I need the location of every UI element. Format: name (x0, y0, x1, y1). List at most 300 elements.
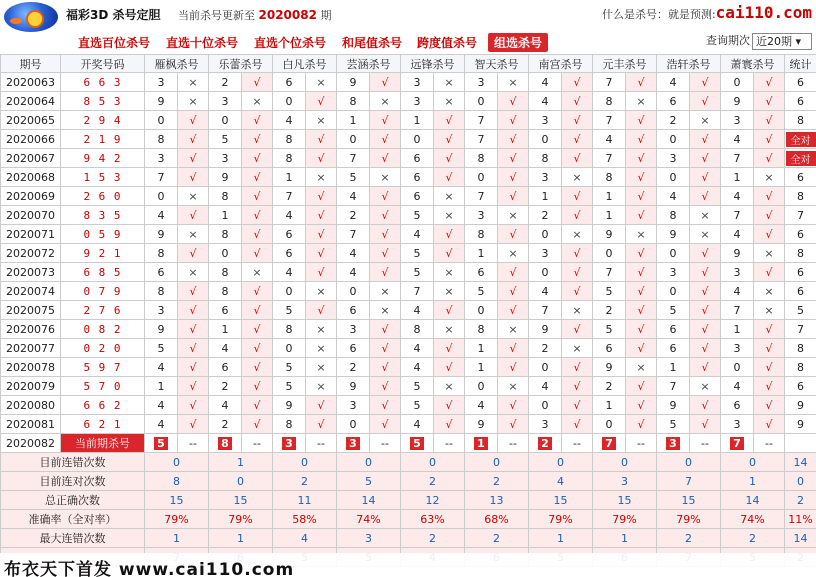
stat-cell: 9 (785, 396, 816, 415)
current-period: 2020082 (258, 8, 317, 22)
kill-number: 6 (721, 396, 754, 415)
stats-value: 15 (209, 491, 273, 510)
kill-number: 7 (465, 111, 498, 130)
check-icon: √ (498, 396, 529, 415)
cross-icon: × (306, 339, 337, 358)
cross-icon: × (562, 225, 593, 244)
stats-value: 1 (721, 472, 785, 491)
kill-number: 2 (529, 206, 562, 225)
kill-number: 2 (529, 339, 562, 358)
check-icon: √ (370, 73, 401, 92)
kill-number: 0 (465, 92, 498, 111)
kill-number: 3 (721, 339, 754, 358)
cross-icon: × (498, 73, 529, 92)
stats-row (1, 491, 816, 510)
check-icon: √ (626, 187, 657, 206)
kill-number: 3 (337, 320, 370, 339)
kill-number: 4 (145, 396, 178, 415)
kill-number: 0 (529, 396, 562, 415)
table-row (1, 149, 816, 168)
kill-number: 8 (273, 415, 306, 434)
cross-icon: × (626, 225, 657, 244)
check-icon: √ (690, 358, 721, 377)
kill-number: 7 (337, 149, 370, 168)
current-kill-number: 3 (282, 437, 296, 450)
kill-number: 5 (401, 377, 434, 396)
footer: 布衣天下首发 www.cai110.com (0, 553, 816, 577)
kill-number: 8 (401, 320, 434, 339)
check-icon: √ (306, 301, 337, 320)
check-icon: √ (626, 396, 657, 415)
current-kill-cell (593, 434, 626, 453)
update-info: 当前杀号更新至 2020082 期 (178, 8, 332, 22)
stat-cell (785, 149, 816, 168)
stats-total: 0 (785, 472, 816, 491)
kill-number: 0 (145, 111, 178, 130)
kill-number: 1 (337, 111, 370, 130)
stats-value: 15 (657, 491, 721, 510)
check-icon: √ (370, 244, 401, 263)
kill-number: 4 (401, 339, 434, 358)
kill-number: 3 (721, 111, 754, 130)
kill-number: 3 (209, 149, 242, 168)
kill-number: 7 (145, 168, 178, 187)
check-icon: √ (306, 92, 337, 111)
kill-number: 0 (529, 358, 562, 377)
kill-number: 8 (209, 187, 242, 206)
cross-icon: × (242, 92, 273, 111)
cross-icon: × (498, 244, 529, 263)
check-icon: √ (626, 244, 657, 263)
check-icon: √ (562, 92, 593, 111)
period-cell: 2020068 (1, 168, 61, 187)
stats-value: 0 (337, 453, 401, 472)
current-kill-number: 3 (346, 437, 360, 450)
kill-number: 5 (401, 206, 434, 225)
query-period: 查询期次 近20期 ▾ (706, 32, 812, 50)
period-cell: 2020071 (1, 225, 61, 244)
all-correct-badge: 全对 (786, 151, 816, 166)
stats-total: 2 (785, 491, 816, 510)
kill-number: 6 (145, 263, 178, 282)
table-row (1, 130, 816, 149)
check-icon: √ (690, 187, 721, 206)
kill-number: 7 (657, 377, 690, 396)
check-icon: √ (242, 73, 273, 92)
stat-cell: 8 (785, 358, 816, 377)
stats-value: 8 (145, 472, 209, 491)
col-header-killer: 白凡杀号 (273, 55, 337, 73)
period-cell: 2020066 (1, 130, 61, 149)
kill-number: 7 (337, 225, 370, 244)
check-icon: √ (178, 301, 209, 320)
tab-sum-tail-kill[interactable]: 和尾值杀号 (342, 36, 403, 50)
tab-span-kill[interactable]: 跨度值杀号 (417, 36, 478, 50)
kill-number: 8 (465, 320, 498, 339)
table-row (1, 396, 816, 415)
kill-number: 4 (145, 206, 178, 225)
check-icon: √ (690, 282, 721, 301)
stats-value: 3 (337, 529, 401, 548)
check-icon: √ (498, 415, 529, 434)
check-icon: √ (242, 301, 273, 320)
kill-number: 7 (273, 187, 306, 206)
kill-number: 3 (145, 301, 178, 320)
col-header-killer: 浩轩杀号 (657, 55, 721, 73)
kill-number: 1 (529, 187, 562, 206)
cross-icon: × (306, 111, 337, 130)
cross-icon: × (690, 377, 721, 396)
check-icon: √ (242, 377, 273, 396)
period-cell: 2020067 (1, 149, 61, 168)
kill-number: 7 (593, 111, 626, 130)
current-kill-cell (273, 434, 306, 453)
check-icon: √ (178, 339, 209, 358)
table-row (1, 339, 816, 358)
period-select[interactable]: 近20期 ▾ (752, 33, 812, 50)
check-icon: √ (562, 282, 593, 301)
check-icon: √ (498, 282, 529, 301)
check-icon: √ (562, 377, 593, 396)
draw-number: 6 6 2 (61, 396, 145, 415)
cross-icon: × (562, 168, 593, 187)
kill-number: 3 (465, 206, 498, 225)
check-icon: √ (690, 339, 721, 358)
stats-value: 58% (273, 510, 337, 529)
check-icon: √ (370, 149, 401, 168)
check-icon: √ (242, 339, 273, 358)
kill-number: 6 (401, 168, 434, 187)
check-icon: √ (690, 130, 721, 149)
kill-number: 5 (401, 396, 434, 415)
table-row (1, 111, 816, 130)
kill-number: 1 (465, 358, 498, 377)
check-icon: √ (242, 320, 273, 339)
check-icon: √ (690, 396, 721, 415)
kill-number: 6 (657, 92, 690, 111)
kill-number: 0 (657, 130, 690, 149)
kill-number: 4 (721, 130, 754, 149)
tab-hundreds-kill[interactable]: 直选百位杀号 (78, 36, 151, 50)
period-cell: 2020082 (1, 434, 61, 453)
kill-number: 6 (273, 73, 306, 92)
kill-number: 8 (593, 92, 626, 111)
kill-number: 9 (465, 415, 498, 434)
kill-number: 3 (529, 415, 562, 434)
kill-number: 3 (337, 396, 370, 415)
kill-number: 0 (721, 73, 754, 92)
col-header-stat: 统计 (785, 55, 816, 73)
stat-cell: 6 (785, 225, 816, 244)
check-icon: √ (370, 206, 401, 225)
stats-total: 11% (785, 510, 816, 529)
kill-number: 2 (337, 206, 370, 225)
kill-number: 1 (465, 339, 498, 358)
stats-value: 4 (529, 472, 593, 491)
current-kill-cell (145, 434, 178, 453)
kill-number: 8 (657, 206, 690, 225)
stats-value: 2 (273, 472, 337, 491)
stats-value: 0 (465, 453, 529, 472)
period-cell: 2020074 (1, 282, 61, 301)
kill-number: 0 (273, 92, 306, 111)
kill-number: 3 (529, 168, 562, 187)
header (0, 0, 816, 32)
stats-value: 7 (657, 472, 721, 491)
kill-number: 4 (593, 130, 626, 149)
check-icon: √ (626, 263, 657, 282)
kill-number: 1 (657, 358, 690, 377)
check-icon: √ (754, 358, 785, 377)
check-icon: √ (242, 111, 273, 130)
stats-row (1, 453, 816, 472)
period-cell: 2020070 (1, 206, 61, 225)
draw-number: 8 5 3 (61, 92, 145, 111)
check-icon: √ (498, 111, 529, 130)
check-icon: √ (498, 168, 529, 187)
kill-number: 7 (593, 73, 626, 92)
check-icon: √ (562, 263, 593, 282)
kill-number: 6 (657, 339, 690, 358)
check-icon: √ (242, 282, 273, 301)
stats-label: 总正确次数 (1, 491, 145, 510)
table-row (1, 244, 816, 263)
kill-number: 4 (273, 111, 306, 130)
table-row (1, 377, 816, 396)
kill-number: 6 (273, 244, 306, 263)
current-kill-number: 5 (410, 437, 424, 450)
pending-mark: -- (626, 434, 657, 453)
kill-number: 3 (529, 111, 562, 130)
cross-icon: × (434, 92, 465, 111)
kill-number: 3 (209, 92, 242, 111)
table-row (1, 282, 816, 301)
kill-number: 9 (145, 92, 178, 111)
kill-number: 1 (465, 244, 498, 263)
stats-value: 11 (273, 491, 337, 510)
draw-number: 2 9 4 (61, 111, 145, 130)
cross-icon: × (626, 358, 657, 377)
site-info[interactable]: 什么是杀号：就是预测:cai110.com (601, 3, 812, 22)
tab-tens-kill[interactable]: 直选十位杀号 (166, 36, 239, 50)
kill-number: 4 (209, 396, 242, 415)
cross-icon: × (498, 206, 529, 225)
check-icon: √ (690, 415, 721, 434)
stats-value: 0 (273, 453, 337, 472)
stats-value: 1 (209, 529, 273, 548)
kill-number: 0 (337, 130, 370, 149)
stat-cell: 6 (785, 168, 816, 187)
stats-value: 0 (401, 453, 465, 472)
stats-label: 最大连错次数 (1, 529, 145, 548)
check-icon: √ (626, 339, 657, 358)
check-icon: √ (498, 358, 529, 377)
draw-number: 0 2 0 (61, 339, 145, 358)
stats-value: 15 (529, 491, 593, 510)
stats-value: 74% (721, 510, 785, 529)
kill-number: 4 (529, 73, 562, 92)
period-cell: 2020078 (1, 358, 61, 377)
check-icon: √ (178, 130, 209, 149)
current-kill-cell (465, 434, 498, 453)
current-kill-number: 1 (474, 437, 488, 450)
check-icon: √ (434, 149, 465, 168)
kill-number: 8 (273, 149, 306, 168)
check-icon: √ (562, 396, 593, 415)
check-icon: √ (562, 320, 593, 339)
kill-number: 4 (529, 92, 562, 111)
pending-mark: -- (178, 434, 209, 453)
period-cell: 2020063 (1, 73, 61, 92)
draw-number: 8 3 5 (61, 206, 145, 225)
check-icon: √ (434, 339, 465, 358)
current-kill-number: 7 (602, 437, 616, 450)
table-row (1, 263, 816, 282)
stats-value: 13 (465, 491, 529, 510)
kill-number: 4 (145, 358, 178, 377)
check-icon: √ (434, 358, 465, 377)
check-icon: √ (370, 358, 401, 377)
check-icon: √ (626, 73, 657, 92)
kill-number: 1 (209, 206, 242, 225)
tab-group-kill[interactable]: 组选杀号 (488, 33, 548, 52)
check-icon: √ (498, 301, 529, 320)
stats-value: 0 (209, 472, 273, 491)
stats-value: 4 (273, 529, 337, 548)
kill-number: 0 (273, 339, 306, 358)
check-icon: √ (690, 320, 721, 339)
check-icon: √ (306, 187, 337, 206)
check-icon: √ (498, 339, 529, 358)
kill-number: 0 (721, 358, 754, 377)
stats-value: 5 (337, 472, 401, 491)
kill-number: 1 (721, 168, 754, 187)
kill-number: 0 (593, 415, 626, 434)
kill-number: 1 (145, 377, 178, 396)
table-row (1, 168, 816, 187)
kill-number: 2 (337, 358, 370, 377)
current-row (1, 434, 816, 453)
check-icon: √ (626, 415, 657, 434)
kill-number: 2 (209, 73, 242, 92)
logo-icon (4, 2, 58, 32)
stats-total: 14 (785, 529, 816, 548)
check-icon: √ (434, 301, 465, 320)
kill-number: 4 (721, 225, 754, 244)
kill-number: 9 (529, 320, 562, 339)
kill-number: 0 (529, 263, 562, 282)
kill-number: 1 (209, 320, 242, 339)
check-icon: √ (242, 244, 273, 263)
cross-icon: × (306, 73, 337, 92)
col-header-killer: 远锋杀号 (401, 55, 465, 73)
check-icon: √ (370, 377, 401, 396)
pending-mark: -- (498, 434, 529, 453)
kill-number: 0 (401, 130, 434, 149)
check-icon: √ (626, 206, 657, 225)
check-icon: √ (562, 358, 593, 377)
kill-number: 0 (209, 111, 242, 130)
stats-value: 2 (401, 529, 465, 548)
tab-units-kill[interactable]: 直选个位杀号 (254, 36, 327, 50)
kill-number: 3 (465, 73, 498, 92)
stats-value: 1 (209, 453, 273, 472)
check-icon: √ (626, 301, 657, 320)
stats-value: 12 (401, 491, 465, 510)
period-cell: 2020065 (1, 111, 61, 130)
kill-number: 7 (465, 187, 498, 206)
check-icon: √ (306, 263, 337, 282)
period-cell: 2020075 (1, 301, 61, 320)
kill-number: 2 (593, 377, 626, 396)
check-icon: √ (242, 396, 273, 415)
draw-number: 6 2 1 (61, 415, 145, 434)
cross-icon: × (242, 263, 273, 282)
check-icon: √ (690, 168, 721, 187)
check-icon: √ (434, 415, 465, 434)
kill-number: 8 (465, 225, 498, 244)
kill-number: 7 (721, 301, 754, 320)
check-icon: √ (306, 225, 337, 244)
check-icon: √ (434, 244, 465, 263)
kill-number: 6 (401, 149, 434, 168)
stats-value: 79% (209, 510, 273, 529)
stats-value: 63% (401, 510, 465, 529)
check-icon: √ (178, 396, 209, 415)
draw-number: 1 5 3 (61, 168, 145, 187)
check-icon: √ (178, 282, 209, 301)
col-header-killer: 雁枫杀号 (145, 55, 209, 73)
check-icon: √ (626, 111, 657, 130)
kill-number: 1 (401, 111, 434, 130)
stat-cell (785, 434, 816, 453)
check-icon: √ (242, 187, 273, 206)
check-icon: √ (242, 358, 273, 377)
kill-number: 5 (337, 168, 370, 187)
current-label: 当前期杀号 (61, 434, 145, 453)
check-icon: √ (434, 130, 465, 149)
col-header-number: 开奖号码 (61, 55, 145, 73)
kill-number: 9 (273, 396, 306, 415)
kill-number: 0 (657, 244, 690, 263)
kill-number: 8 (273, 320, 306, 339)
check-icon: √ (626, 320, 657, 339)
kill-number: 7 (465, 130, 498, 149)
stats-label: 目前连对次数 (1, 472, 145, 491)
check-icon: √ (754, 206, 785, 225)
kill-number: 9 (593, 358, 626, 377)
kill-number: 4 (145, 415, 178, 434)
check-icon: √ (562, 130, 593, 149)
check-icon: √ (306, 415, 337, 434)
cross-icon: × (306, 320, 337, 339)
stat-cell: 9 (785, 415, 816, 434)
kill-number: 8 (593, 168, 626, 187)
check-icon: √ (306, 149, 337, 168)
kill-number: 6 (657, 320, 690, 339)
check-icon: √ (178, 244, 209, 263)
kill-number: 3 (401, 73, 434, 92)
check-icon: √ (754, 187, 785, 206)
stats-value: 2 (657, 529, 721, 548)
stat-cell: 8 (785, 244, 816, 263)
check-icon: √ (370, 339, 401, 358)
current-kill-cell (401, 434, 434, 453)
cross-icon: × (690, 111, 721, 130)
kill-number: 0 (337, 282, 370, 301)
stat-cell: 6 (785, 377, 816, 396)
cross-icon: × (434, 320, 465, 339)
